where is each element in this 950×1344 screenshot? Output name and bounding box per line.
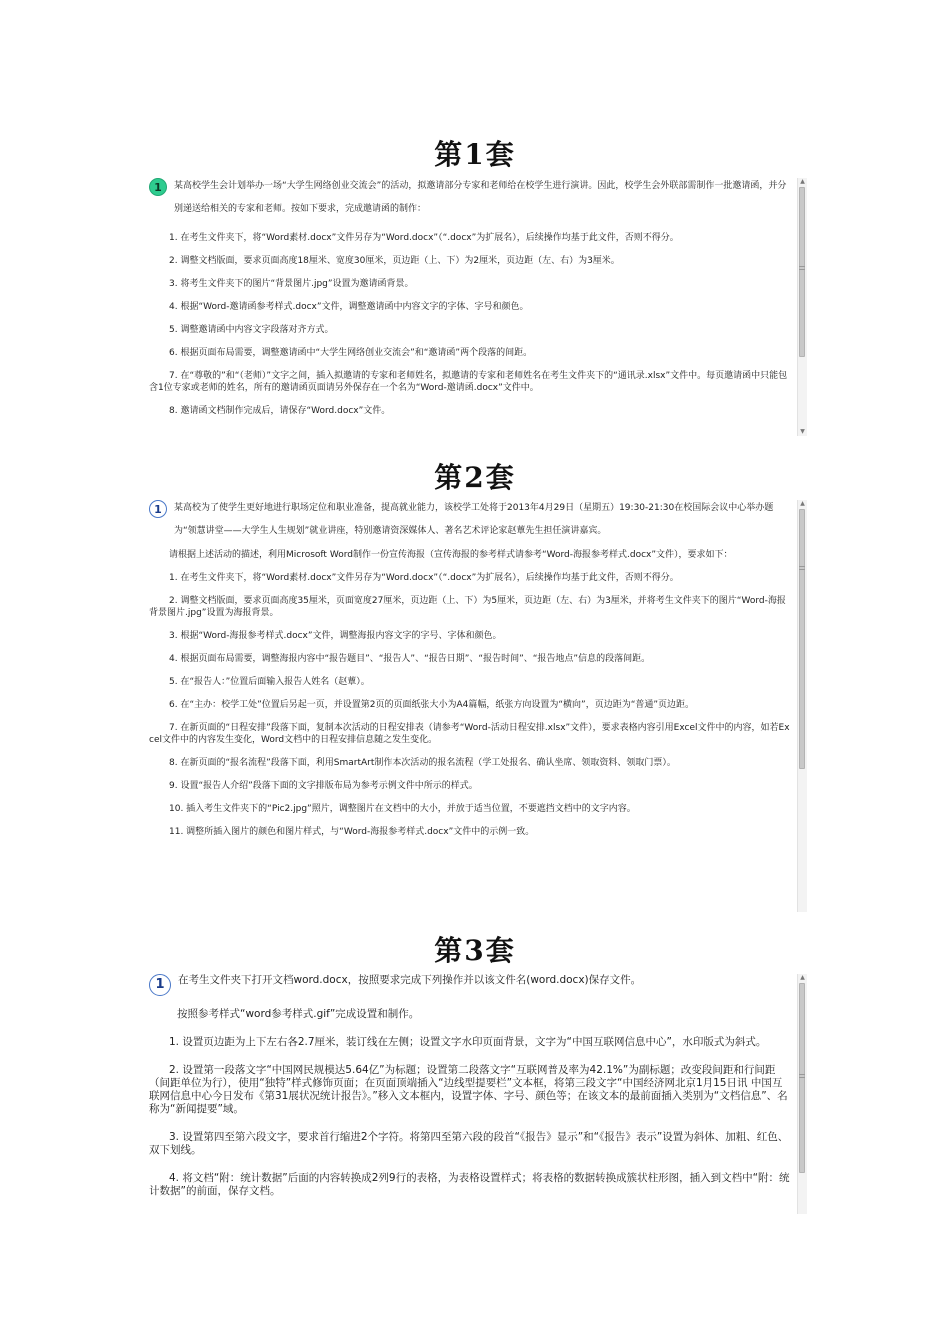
- set-2-scrollbar[interactable]: [797, 500, 807, 912]
- set-1-item-8: 8. 邀请函文档制作完成后，请保存“Word.docx”文件。: [169, 406, 391, 416]
- set-1-item-2: 2. 调整文档版面，要求页面高度18厘米、宽度30厘米，页边距（上、下）为2厘米，页边距（左、右）为3厘米。: [169, 256, 620, 266]
- set-3-paragraph-1: 按照参考样式“word参考样式.gif”完成设置和制作。: [177, 1008, 420, 1020]
- set-3-scrollbar[interactable]: [797, 974, 807, 1214]
- set-1-scrollbar[interactable]: [797, 178, 807, 436]
- question-number-badge: 1: [149, 500, 167, 518]
- scroll-up-arrow-icon[interactable]: ▲: [800, 178, 805, 185]
- set-1-item-4: 4. 根据“Word-邀请函参考样式.docx”文件，调整邀请函中内容文字的字体、字号和颜色。: [169, 302, 529, 312]
- scroll-up-arrow-icon[interactable]: ▲: [800, 500, 805, 507]
- set-2-item-9: 9. 设置“报告人介绍”段落下面的文字排版布局为参考示例文件中所示的样式。: [169, 781, 478, 791]
- set-3-item-1: 1. 设置页边距为上下左右各2.7厘米，装订线在左侧；设置文字水印页面背景，文字为“中国互联网信息中心”，水印版式为斜式。: [169, 1036, 767, 1048]
- set-1-item-6: 6. 根据页面布局需要，调整邀请函中“大学生网络创业交流会”和“邀请函”两个段落的间距。: [169, 348, 533, 358]
- scroll-grip-icon: [799, 566, 805, 570]
- set-2-item-5: 5. 在“报告人：”位置后面输入报告人姓名（赵蕈）。: [169, 677, 370, 687]
- set-3-title: 第3套: [434, 934, 516, 967]
- set-2-panel: [145, 500, 807, 912]
- set-1-panel: [145, 178, 807, 436]
- set-2-title: 第2套: [434, 461, 516, 494]
- set-3-item-3: 3. 设置第四至第六段文字，要求首行缩进2个字符。将第四至第六段的段首“《报告》显示”和“《报告》表示”设置为斜体、加粗、红色、双下划线。: [149, 1131, 789, 1156]
- scroll-grip-icon: [799, 266, 805, 270]
- set-2-item-2: 2. 调整文档版面，要求页面高度35厘米，页面宽度27厘米，页边距（上、下）为5厘米，页边距（左、右）为3厘米，并将考生文件夹下的图片“Word-海报背景图片.jpg”设置为海报背景。: [149, 596, 786, 618]
- set-2-item-10: 10. 插入考生文件夹下的“Pic2.jpg”照片，调整图片在文档中的大小，并放于适当位置，不要遮挡文档中的文字内容。: [169, 804, 636, 814]
- set-1-item-3: 3. 将考生文件夹下的图片“背景图片.jpg”设置为邀请函背景。: [169, 279, 414, 289]
- set-1-item-7: 7. 在“尊敬的”和“（老师）”文字之间，插入拟邀请的专家和老师姓名，拟邀请的专家和老师姓名在考生文件夹下的“通讯录.xlsx”文件中。每页邀请函中只能包含1位专家或老师的姓名，所有的邀请函页面请另外保存在一个名为“Word-邀请函.docx”文件中。: [149, 371, 788, 393]
- set-2-item-3: 3. 根据“Word-海报参考样式.docx”文件，调整海报内容文字的字号、字体和颜色。: [169, 631, 502, 641]
- scroll-thumb[interactable]: [799, 509, 805, 769]
- question-number-badge: 1: [149, 178, 167, 196]
- scroll-thumb[interactable]: [799, 187, 805, 357]
- set-3-item-4: 4. 将文档“附：统计数据”后面的内容转换成2列9行的表格，为表格设置样式；将表格的数据转换成簇状柱形图，插入到文档中“附：统计数据”的前面，保存文档。: [149, 1172, 790, 1197]
- set-3-intro: 在考生文件夹下打开文档word.docx，按照要求完成下列操作并以该文件名(word.docx)保存文件。: [178, 974, 642, 986]
- question-number-badge: 1: [149, 974, 171, 996]
- set-1-item-5: 5. 调整邀请函中内容文字段落对齐方式。: [169, 325, 334, 335]
- set-1-intro: 某高校学生会计划举办一场“大学生网络创业交流会”的活动，拟邀请部分专家和老师给在校学生进行演讲。因此，校学生会外联部需制作一批邀请函，并分别递送给相关的专家和老师。按如下要求，完成邀请函的制作：: [174, 181, 787, 214]
- set-2-intro: 某高校为了使学生更好地进行职场定位和职业准备，提高就业能力，该校学工处将于2013年4月29日（星期五）19:30-21:30在校国际会议中心举办题为“领慧讲堂——大学生人生规划”就业讲座，特别邀请资深媒体人、著名艺术评论家赵蕈先生担任演讲嘉宾。: [174, 503, 774, 536]
- set-1-item-1: 1. 在考生文件夹下，将“Word素材.docx”文件另存为“Word.docx”（“.docx”为扩展名），后续操作均基于此文件，否则不得分。: [169, 233, 679, 243]
- scroll-up-arrow-icon[interactable]: ▲: [800, 974, 805, 981]
- set-1-title: 第1套: [434, 138, 516, 171]
- set-2-item-11: 11. 调整所插入图片的颜色和图片样式，与“Word-海报参考样式.docx”文件中的示例一致。: [169, 827, 535, 837]
- set-2-item-4: 4. 根据页面布局需要，调整海报内容中“报告题目”、“报告人”、“报告日期”、“报告时间”、“报告地点”信息的段落间距。: [169, 654, 651, 664]
- set-2-item-6: 6. 在“主办：校学工处”位置后另起一页，并设置第2页的页面纸张大小为A4篇幅，纸张方向设置为“横向”，页边距为“普通”页边距。: [169, 700, 695, 710]
- scroll-down-arrow-icon[interactable]: ▼: [800, 428, 805, 435]
- set-2-item-7: 7. 在新页面的“日程安排”段落下面，复制本次活动的日程安排表（请参考“Word-活动日程安排.xlsx”文件），要求表格内容引用Excel文件中的内容，如若Excel文件中的内容发生变化，Word文档中的日程安排信息随之发生变化。: [149, 723, 790, 745]
- set-2-item-1: 1. 在考生文件夹下，将“Word素材.docx”文件另存为“Word.docx”（“.docx”为扩展名），后续操作均基于此文件，否则不得分。: [169, 573, 679, 583]
- scroll-grip-icon: [799, 1074, 805, 1078]
- set-3-panel: [145, 974, 807, 1214]
- set-2-item-8: 8. 在新页面的“报名流程”段落下面，利用SmartArt制作本次活动的报名流程（学工处报名、确认坐席、领取资料、领取门票）。: [169, 758, 676, 768]
- set-3-item-2: 2. 设置第一段落文字“中国网民规模达5.64亿”为标题；设置第二段落文字“互联网普及率为42.1%”为副标题；改变段间距和行间距（间距单位为行），使用“独特”样式修饰页面；在页面顶端插入“边线型提要栏”文本框，将第三段文字“中国经济网北京1月15日讯 中国互联网信息中心今日发布《第31展状况统计报告》。”移入文本框内，设置字体、字号、颜色等；在该文本的最前面插入类别为“文档信息”、名称为“新闻提要”域。: [149, 1064, 788, 1115]
- set-2-paragraph-1: 请根据上述活动的描述，利用Microsoft Word制作一份宣传海报（宣传海报的参考样式请参考“Word-海报参考样式.docx”文件），要求如下：: [169, 550, 733, 560]
- scroll-thumb[interactable]: [799, 983, 805, 1173]
